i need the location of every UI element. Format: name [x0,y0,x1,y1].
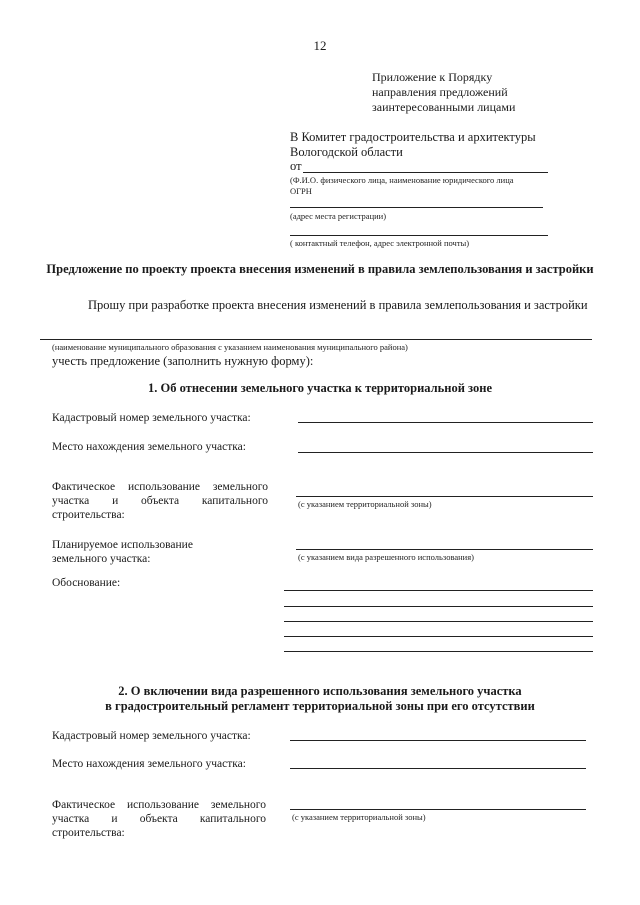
s1-location-label: Место нахождения земельного участка: [52,441,246,453]
s1-location-line[interactable] [298,452,593,453]
s1-planned-use-line[interactable] [296,549,593,550]
s1-actual-use-hint: (с указанием территориальной зоны) [298,499,432,509]
appendix-note: Приложение к Порядку направления предложений заинтересованными лицами [372,70,516,114]
s1-cadastral-label: Кадастровый номер земельного участка: [52,412,251,424]
s1-justification-line-5[interactable] [284,651,593,652]
s2-actual-use-hint: (с указанием территориальной зоны) [292,812,426,822]
s2-cadastral-line[interactable] [290,740,586,741]
s1-justification-line-1[interactable] [284,590,593,591]
page-number: 12 [313,38,327,53]
municipality-line[interactable] [40,339,592,340]
s1-actual-use-label-3: строительства: [52,509,125,521]
s1-planned-use-label-1: Планируемое использование [52,539,193,551]
section2-title-line2: в градостроительный регламент территориальной зоны при его отсутствии [105,699,535,713]
s1-justification-line-3[interactable] [284,621,593,622]
contacts-line[interactable] [290,235,548,236]
document-title: Предложение по проекту проекта внесения изменений в правила землепользования и застройки [46,262,594,276]
s2-cadastral-label: Кадастровый номер земельного участка: [52,730,251,742]
s1-planned-use-label-2: земельного участка: [52,553,151,565]
s1-justification-label: Обоснование: [52,577,121,589]
hint-address: (адрес места регистрации) [290,211,387,221]
s1-actual-use-line[interactable] [296,496,593,497]
address-line[interactable] [290,207,543,208]
s2-location-label: Место нахождения земельного участка: [52,758,246,770]
s1-justification-line-4[interactable] [284,636,593,637]
from-line[interactable] [303,172,548,173]
s2-actual-use-line[interactable] [290,809,586,810]
request-continuation: учесть предложение (заполнить нужную форму): [52,354,314,368]
section2-title-line1: 2. О включении вида разрешенного использования земельного участка [118,684,522,698]
s2-actual-use-label-2: участка и объекта капитального [52,813,266,825]
from-label: от [290,159,302,173]
s2-location-line[interactable] [290,768,586,769]
request-text: Прошу при разработке проекта внесения изменений в правила землепользования и застройки [88,298,588,312]
section1-title: 1. Об отнесении земельного участка к территориальной зоне [148,381,492,395]
s1-cadastral-line[interactable] [298,422,593,423]
hint-municipality: (наименование муниципального образования с указанием наименования муниципального района) [52,342,408,352]
s2-actual-use-label-1: Фактическое использование земельного [52,799,266,811]
hint-name: (Ф.И.О. физического лица, наименование юридического лица [290,175,514,185]
s1-planned-use-hint: (с указанием вида разрешенного использования) [298,552,474,562]
s1-actual-use-label-2: участка и объекта капитального [52,495,268,507]
s1-actual-use-label-1: Фактическое использование земельного [52,481,268,493]
s2-actual-use-label-3: строительства: [52,827,125,839]
hint-ogrn: ОГРН [290,186,312,196]
s1-justification-line-2[interactable] [284,606,593,607]
addressee-to: В Комитет градостроительства и архитектуры Вологодской области [290,130,536,159]
hint-contacts: ( контактный телефон, адрес электронной почты) [290,238,470,248]
